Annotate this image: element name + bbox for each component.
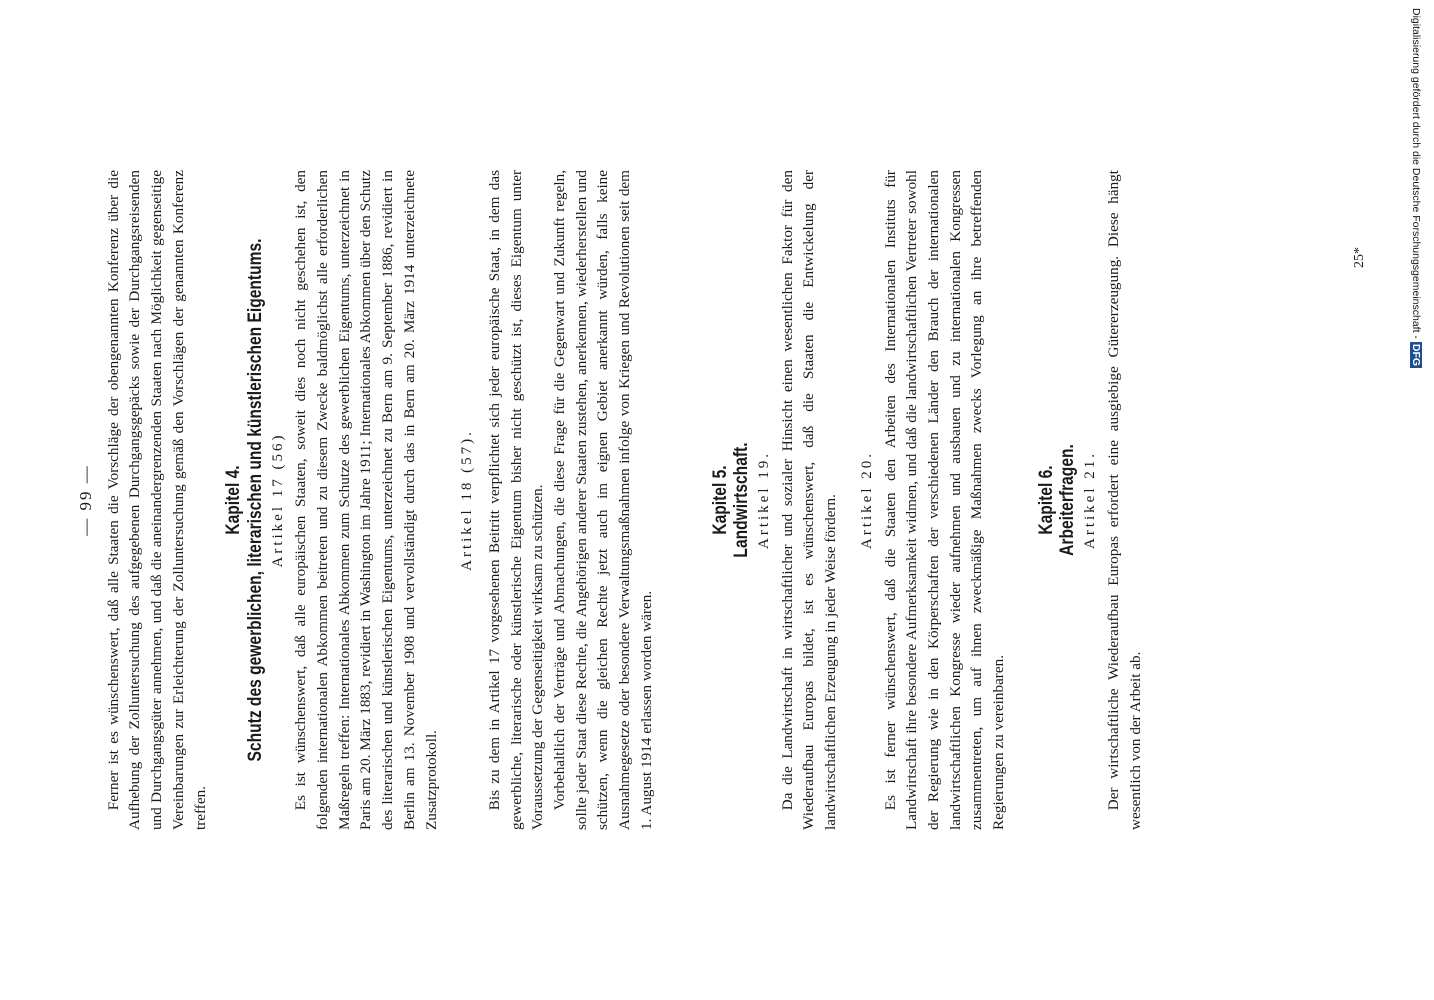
chapter-6-subtitle: Arbeiterfragen.	[1057, 444, 1079, 556]
chapter-4-title: Kapitel 4.	[223, 465, 245, 535]
chapter-5-subtitle: Landwirtschaft.	[731, 442, 753, 558]
article-21-heading: Artikel 21.	[1082, 451, 1099, 549]
article-18-text-2: Vorbehaltlich der Verträge und Abmachungen, die diese Frage für die Gegenwart und Zukunft regeln, sollte jeder Staat diese Rechte, die Angehörigen anderer Staaten zustehen, anerkennen, wiederherstellen und schützen, wenn die gleichen Rechte jetzt auch im eignen Gebiet anerkannt würden, falls keine Ausnahmegesetze oder besondere Verwaltungsmaßnahmen infolge von Kriegen und Revolutionen seit dem 1. August 1914 erlassen worden wären.	[551, 170, 655, 830]
digitization-credit-text: Digitalisierung gefördert durch die Deutsche Forschungsgemeinschaft -	[1410, 8, 1422, 339]
chapter-6-title: Kapitel 6.	[1035, 465, 1057, 535]
article-19-text: Da die Landwirtschaft in wirtschaftlicher und sozialer Hinsicht einen wesentlichen Faktor für den Wiederaufbau Europas bildet, ist es wünschenswert, daß die Staaten die Entwickelung der landwirtschaftlichen Erzeugung in jeder Weise fördern.	[778, 170, 840, 830]
chapter-5-title: Kapitel 5.	[709, 465, 731, 535]
article-21-text: Der wirtschaftliche Wiederaufbau Europas erfordert eine ausgiebige Gütererzeugung. Diese hängt wesentlich von der Arbeit ab.	[1104, 170, 1144, 830]
article-18-heading: Artikel 18 (57).	[459, 429, 476, 571]
digitization-credit	[1410, 8, 1422, 368]
article-19-heading: Artikel 19.	[755, 451, 772, 549]
folio-mark: 25*	[1352, 247, 1367, 268]
article-18-text-1: Bis zu dem in Artikel 17 vorgesehenen Beitritt verpflichtet sich jeder europäische Staat, in dem das gewerbliche, literarische oder künstlerische Eigentum bisher nicht geschützt ist, dieses Eigentum unter Voraussetzung der Gegenseitigkeit wirksam zu schützen.	[485, 170, 547, 830]
article-17-heading: Artikel 17 (56)	[269, 432, 286, 568]
intro-paragraph: Ferner ist es wünschenswert, daß alle Staaten die Vorschläge der obengenannten Konferenz über die Aufhebung der Zolluntersuchung des aufgegebenen Durchgangsgepäcks sowie der Durchgangsreisenden und Durchgangsgüter annehmen, und daß die aneinandergrenzenden Staaten nach Möglichkeit gegenseitige Vereinbarungen zur Erleichterung der Zolluntersuchung gemäß den Vorschlägen der genannten Konferenz treffen.	[104, 170, 209, 830]
page-number: — 99 —	[76, 464, 95, 536]
dfg-logo: DFG	[1410, 343, 1422, 367]
rotated-page	[75, 170, 1335, 830]
chapter-4-subtitle: Schutz des gewerblichen, literarischen und künstlerischen Eigentums.	[244, 238, 266, 762]
article-17-text: Es ist wünschenswert, daß alle europäischen Staaten, soweit dies noch nicht geschehen ist, den folgenden internationalen Abkommen beitreten und zu diesem Zwecke baldmöglichst alle erforderlichen Maßregeln treffen: Internationales Abkommen zum Schutze des gewerblichen Eigentums, unterzeichnet in Paris am 20. März 1883, revidiert in Washington im Jahre 1911; Internationales Abkommen über den Schutz des literarischen und künstlerischen Eigentums, unterzeichnet zu Bern am 9. September 1886, revidiert in Berlin am 13. November 1908 und vervollständigt durch das in Bern am 20. März 1914 unterzeichnete Zusatzprotokoll.	[292, 170, 440, 830]
article-20-text: Es ist ferner wünschenswert, daß die Staaten den Arbeiten des Internationalen Instituts für Landwirtschaft ihre besondere Aufmerksamkeit widmen, und daß die landwirtschaftlichen Vertreter sowohl der Regierung wie in den Körperschaften der verschiedenen Länder den Brauch der internationalen landwirtschaftlichen Kongresse wieder aufnehmen und ausbauen und zu internationalen Kongressen zusammentreten, um auf ihnen zweckmäßige Maßnahmen zwecks Vorlegung an ihre betreffenden Regierungen zu vereinbaren.	[881, 170, 1008, 830]
article-20-heading: Artikel 20.	[858, 451, 875, 549]
